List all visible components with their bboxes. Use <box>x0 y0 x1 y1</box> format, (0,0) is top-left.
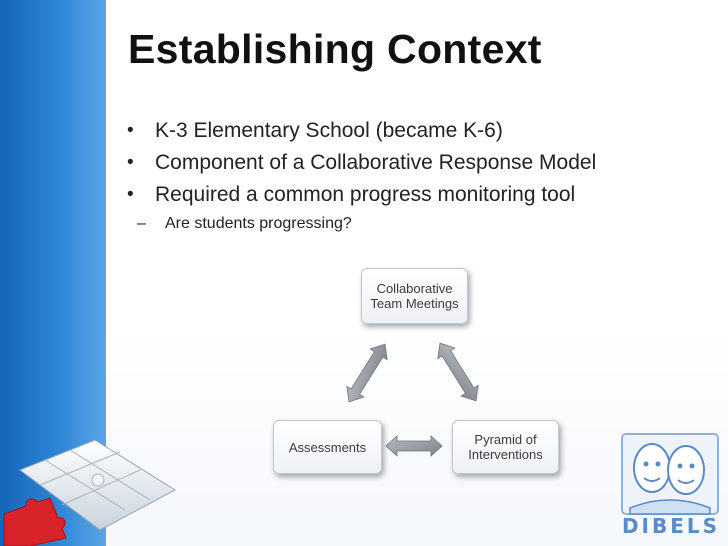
bullet-text: Required a common progress monitoring tool <box>155 183 576 206</box>
box-label-line: Interventions <box>468 447 543 462</box>
bullet-text: K-3 Elementary School (became K-6) <box>155 119 503 142</box>
box-label-line: Collaborative <box>376 281 453 296</box>
bullet-text: Component of a Collaborative Response Model <box>155 151 597 174</box>
puzzle-pieces-image <box>0 430 180 546</box>
box-label-line: Team Meetings <box>370 296 459 311</box>
double-arrow-icon <box>341 339 394 407</box>
box-label-line: Pyramid of <box>474 432 537 447</box>
assessments-box <box>273 420 382 474</box>
bullet-marker: • <box>127 120 134 141</box>
bullet-marker: • <box>127 184 134 205</box>
double-arrow-icon <box>432 338 485 406</box>
double-arrow-icon <box>386 436 442 456</box>
box-label: Assessments <box>288 439 367 455</box>
logo-wordmark: DIBELS <box>621 514 721 538</box>
pyramid-of-interventions-box <box>452 420 559 474</box>
sub-bullet-marker: – <box>137 215 146 232</box>
slide-title: Establishing Context <box>128 26 542 72</box>
bullet-marker: • <box>127 152 134 173</box>
collaborative-team-meetings-box <box>361 268 468 324</box>
sub-bullet-text: Are students progressing? <box>165 215 352 232</box>
